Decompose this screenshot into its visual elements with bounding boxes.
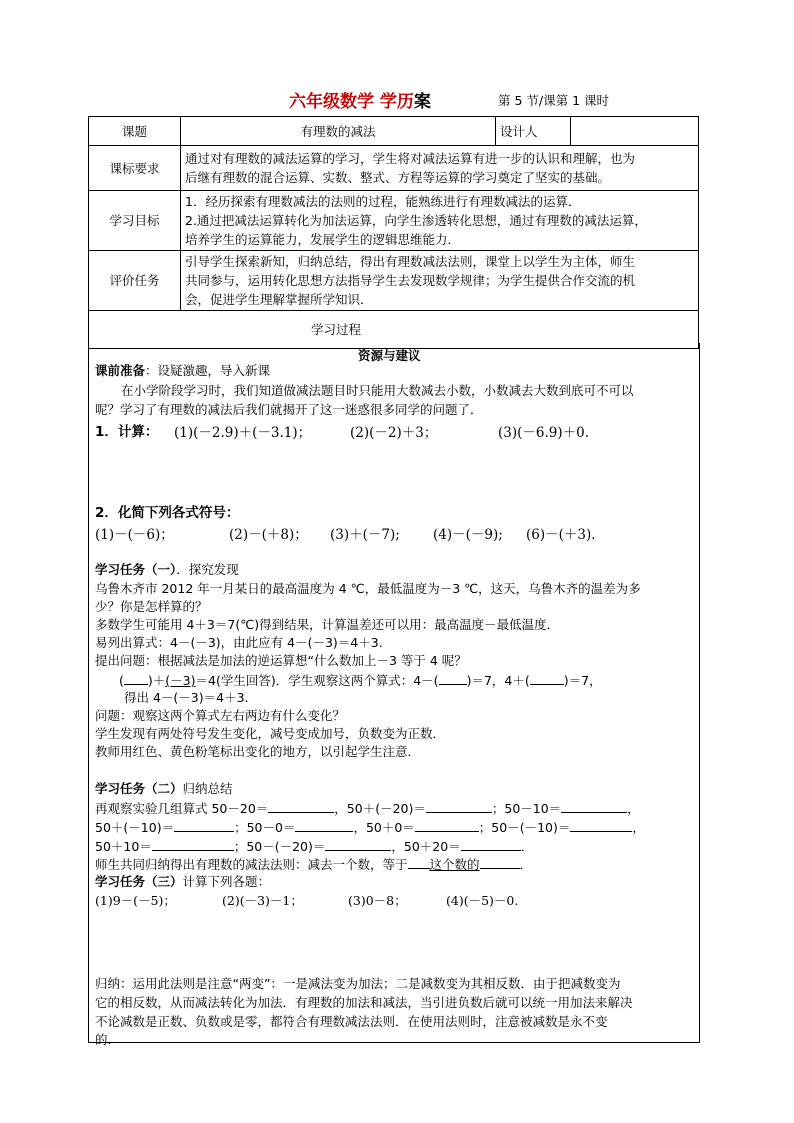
prep-label: 课前准备: [95, 363, 146, 378]
blank-field[interactable]: [295, 817, 353, 832]
task-2-text: ，50＋0＝: [353, 820, 415, 835]
standard-line: 通过对有理数的减法运算的学习，学生将对减法运算有进一步的认识和理解，也为: [185, 151, 636, 166]
page-title: [289, 87, 431, 112]
question-3c: (3)0－8；: [348, 893, 407, 908]
question-3b: (2)(－3)－1；: [222, 893, 303, 908]
title-subject: 数学: [340, 92, 374, 112]
topic-value: 有理数的减法: [181, 117, 496, 146]
goal-label: 学习目标: [89, 191, 181, 251]
eval-line: 共同参与，运用转化思想方法指导学生去发现数学规律；为学生提供合作交流的机: [185, 273, 636, 288]
eval-row: [89, 251, 699, 311]
task-2-line: [95, 817, 645, 836]
blank-field[interactable]: [480, 854, 520, 869]
eval-label: 评价任务: [89, 251, 181, 311]
question-2: 2．化简下列各式符号：: [95, 505, 240, 521]
task-2-text: ；50－10＝: [491, 801, 562, 816]
task-2-text: ．: [520, 839, 534, 854]
task-2-text: 50＋10＝: [95, 839, 152, 854]
task-2-text: ，: [627, 801, 640, 816]
task-1-label: 学习任务（一）: [95, 562, 177, 577]
task-1-line: 多数学生可能用 4＋3＝7(℃)得到结果，计算温差还可以用：最高温度－最低温度．: [95, 617, 560, 632]
question-2e: (6)－(＋3).: [526, 527, 596, 543]
question-2c: (3)＋(－7);: [330, 527, 400, 543]
process-label: 学习过程: [89, 311, 699, 349]
question-2b: (2)－(＋8)；: [229, 527, 308, 543]
task-1-line: 问题：观察这两个算式左右两边有什么变化？: [95, 708, 346, 723]
task-2-rule: [95, 854, 532, 873]
summary-line: 不论减数是正数、负数或是零，都符合有理数减法法则．在使用法则时，注意被减数是永不变: [95, 1014, 608, 1029]
summary-line: 归纳：运用此法则是注意“两变”：一是减法变为加法；二是减数变为其相反数．由于把减数变为: [95, 976, 621, 991]
task-2-text: 50＋(－10)＝: [95, 820, 175, 835]
blank-field[interactable]: [426, 798, 492, 813]
task-1-heading: [95, 560, 239, 578]
underlined-term: (－3): [165, 673, 196, 688]
intro-line-2: 呢？学习了有理数的减法后我们就揭开了这一迷惑很多同学的问题了．: [95, 402, 483, 417]
goal-line: 2.通过把减法运算转化为加法运算，向学生渗透转化思想，通过有理数的减法运算，: [185, 213, 647, 228]
task-2-text: ，: [632, 820, 645, 835]
task-2-text: ；50－0＝: [234, 820, 296, 835]
question-1a: (1)(－2.9)＋(－3.1)；: [174, 425, 312, 441]
question-2a: (1)－(－6)；: [95, 527, 174, 543]
task-1-line: 得出 4－(－3)＝4＋3.: [124, 690, 249, 705]
goal-row: [89, 191, 699, 251]
eval-line: 引导学生探索新知，归纳总结，得出有理数减法法则，课堂上以学生为主体，师生: [185, 254, 636, 269]
plus-sign: ＋: [152, 673, 166, 688]
question-1: [95, 420, 158, 440]
standard-label: 课标要求: [89, 146, 181, 191]
resources-heading: 资源与建议: [358, 348, 421, 363]
goal-line: 培养学生的运算能力，发展学生的逻辑思维能力．: [185, 232, 461, 247]
task-1-line: 提出问题：根据减法是加法的逆运算想“什么数加上－3 等于 4 呢？: [95, 653, 467, 668]
eval-line: 会，促进学生理解掌握所学知识．: [185, 292, 373, 307]
task-3-label: 学习任务（三）: [95, 874, 183, 889]
blank-field[interactable]: [152, 836, 234, 851]
goal-line: 1．经历探索有理数减法的法则的过程，能熟练进行有理数减法的运算．: [185, 194, 581, 209]
designer-label: 设计人: [496, 117, 571, 146]
blank-field[interactable]: [561, 798, 627, 813]
task-2-line: [95, 836, 533, 855]
prep-text: ：设疑激趣，导入新课: [145, 363, 271, 378]
topic-row: [89, 117, 699, 146]
title-xueli: 学历: [374, 92, 414, 112]
task-2-line: [95, 798, 640, 817]
task-1-line: 学生发现有两处符号发生变化，减号变成加号，负数变为正数．: [95, 726, 446, 741]
blank-field[interactable]: [325, 836, 391, 851]
summary-line: 它的相反数，从而减法转化为加法．有理数的加法和减法，当引进负数后就可以统一用加法来解决: [95, 995, 633, 1010]
task-2-text: 师生共同归纳得出有理数的减法法则：减去一个数，等于: [95, 857, 408, 872]
blank-field[interactable]: [408, 854, 430, 869]
task-3-heading: [95, 872, 270, 890]
standard-row: [89, 146, 699, 191]
question-1c: (3)(－6.9)＋0.: [498, 425, 590, 441]
eval-text: [181, 251, 699, 311]
goal-text: [181, 191, 699, 251]
task-1-fill-text: )＝7，: [563, 673, 602, 688]
blank-field[interactable]: [174, 817, 234, 832]
blank-field[interactable]: [570, 817, 632, 832]
task-1-fill-text: )＝7，4＋(: [466, 673, 530, 688]
task-1-title: ．探究发现: [176, 562, 239, 577]
task-2-heading: [95, 779, 233, 797]
task-2-text: ，50＋(－20)＝: [334, 801, 426, 816]
task-1-line: 乌鲁木齐市 2012 年一月某日的最高温度为 4 ℃，最低温度为－3 ℃，这天，乌鲁木齐的温差为多: [95, 581, 641, 596]
designer-value: [571, 117, 699, 146]
blank-field[interactable]: [530, 670, 564, 685]
question-3a: (1)9－(－5)；: [95, 893, 176, 908]
lesson-plan-table: [88, 116, 699, 349]
standard-line: 后继有理数的混合运算、实数、整式、方程等运算的学习奠定了坚实的基础。: [185, 170, 611, 185]
task-1-line: 易列出算式：4－(－3)，由此应有 4－(－3)＝4＋3.: [95, 635, 383, 650]
blank-field[interactable]: [415, 817, 479, 832]
task-2-text: 再观察实验几组算式 50－20＝: [95, 801, 269, 816]
task-1-fill-text: ＝4(学生回答)．学生观察这两个算式：4－(: [195, 673, 439, 688]
task-1-line: 少？你是怎样算的？: [95, 599, 208, 614]
task-2-text: ；50－(－20)＝: [233, 839, 326, 854]
task-2-title: 归纳总结: [182, 781, 233, 796]
lesson-info: 第 5 节/课第 1 课时: [498, 93, 610, 108]
task-1-fill-line: ( )＋(－3)＝4(学生回答)．学生观察这两个算式：4－( )＝7，4＋( )＝7，: [119, 670, 602, 689]
blank-field[interactable]: [124, 670, 148, 685]
task-3-title: 计算下列各题：: [182, 874, 271, 889]
topic-label: 课题: [89, 117, 181, 146]
question-1-label: 1．计算：: [95, 424, 159, 440]
task-2-label: 学习任务（二）: [95, 781, 183, 796]
blank-field[interactable]: [461, 836, 521, 851]
task-1-line: 教师用红色、黄色粉笔标出变化的地方，以引起学生注意．: [95, 744, 421, 759]
task-2-text: ，50＋20＝: [391, 839, 461, 854]
title-an: 案: [413, 92, 431, 112]
page-header: [0, 87, 794, 111]
standard-text: [181, 146, 699, 191]
question-3d: (4)(－5)－0.: [446, 893, 519, 908]
blank-field[interactable]: [268, 798, 334, 813]
task-2-text: ；50－(－10)＝: [478, 820, 571, 835]
title-grade: 六年级: [289, 92, 340, 112]
blank-field[interactable]: [439, 670, 467, 685]
question-2d: (4)－(－9);: [433, 527, 503, 543]
task-2-text: ．: [519, 857, 533, 872]
question-1b: (2)(－2)＋3；: [350, 425, 438, 441]
intro-line-1: 在小学阶段学习时，我们知道做减法题目时只能用大数减去小数，小数减去大数到底可不可以: [121, 383, 634, 398]
rule-answer: 这个数的: [429, 857, 480, 872]
prep-line: [95, 361, 270, 379]
summary-line: 的．: [95, 1032, 121, 1047]
